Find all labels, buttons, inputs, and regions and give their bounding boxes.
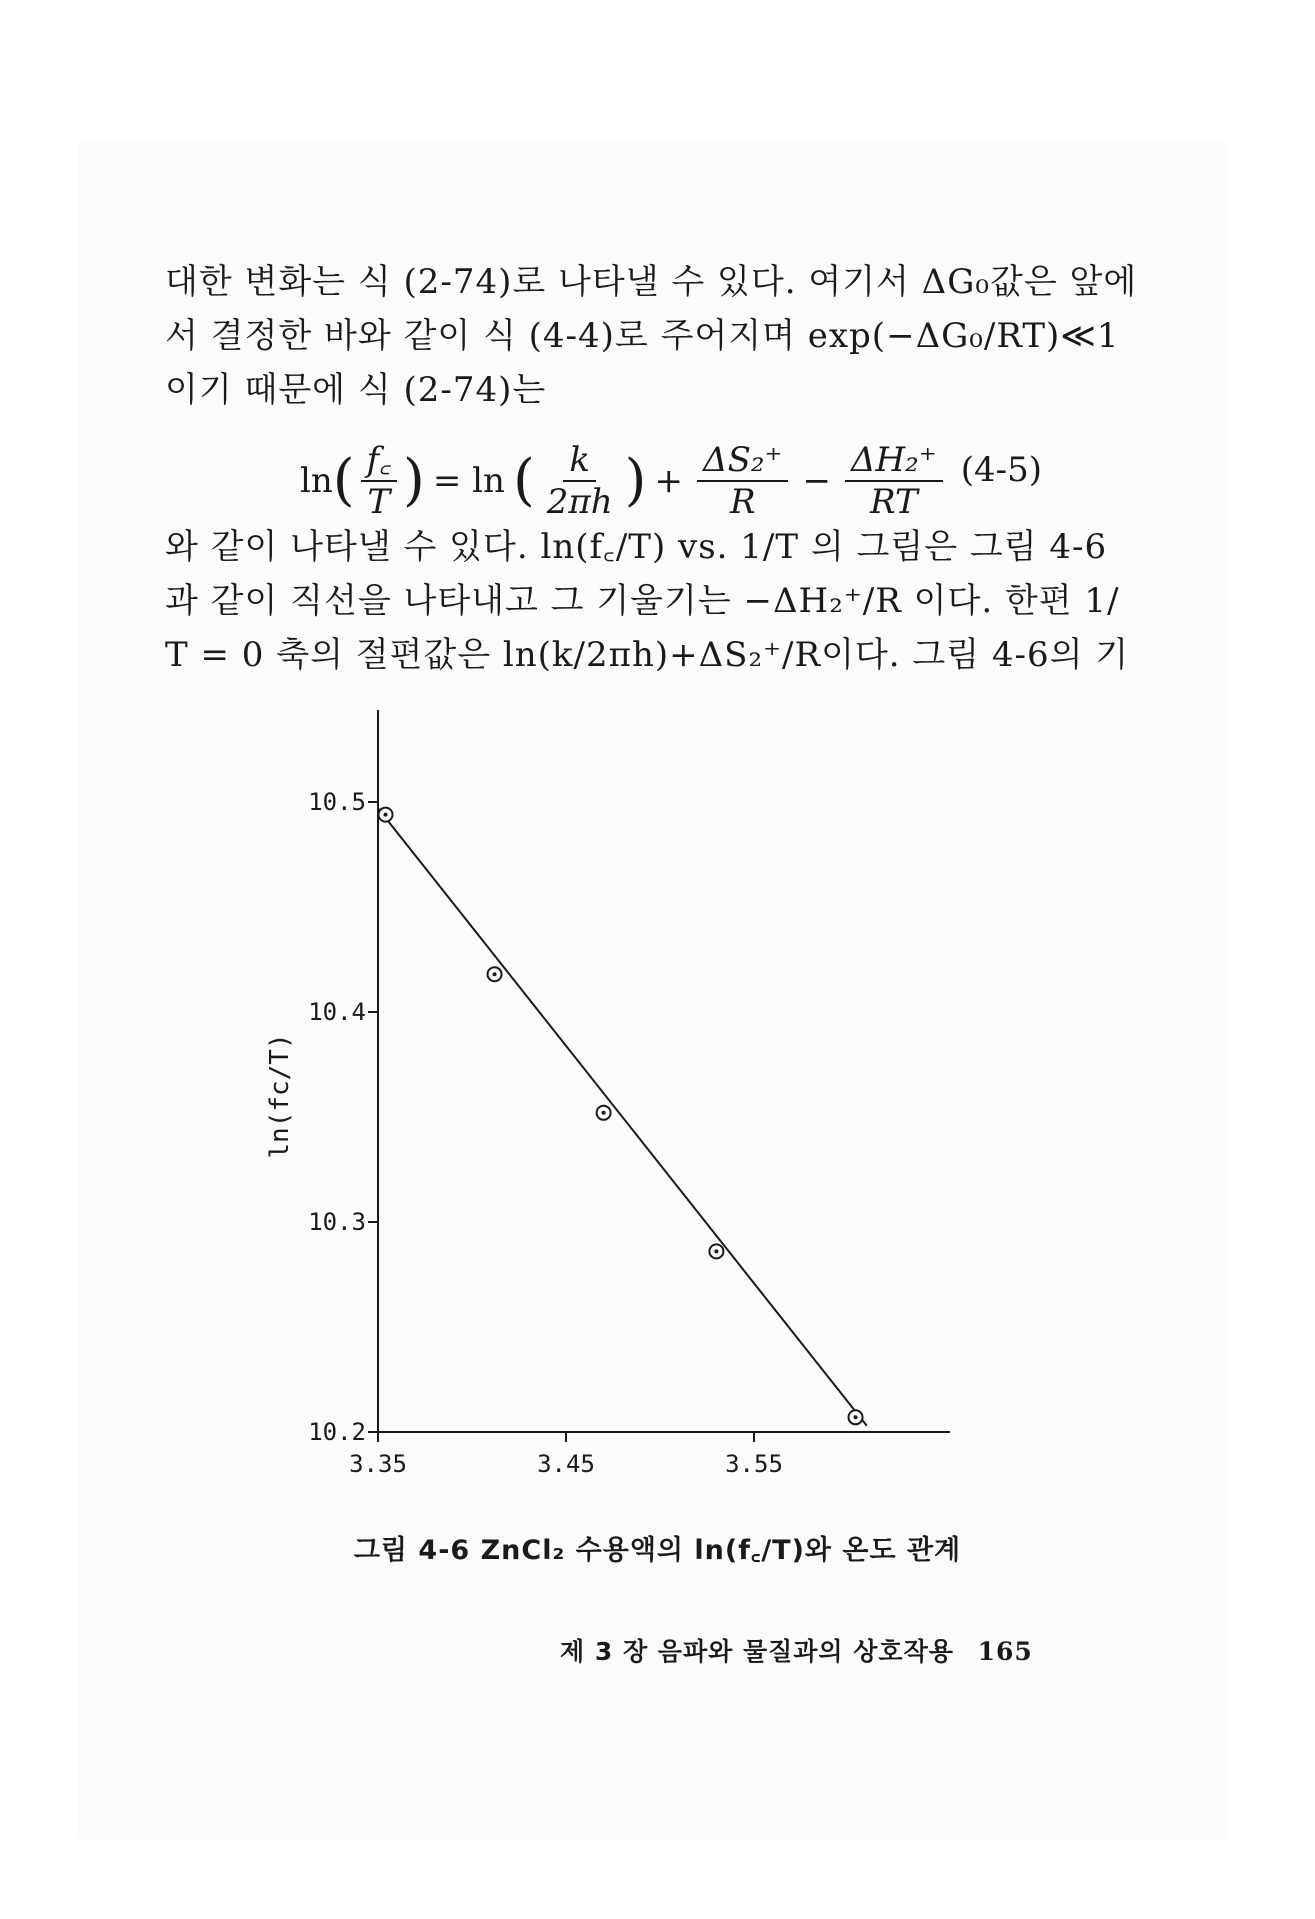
y-tick-label: 10.4 [308, 998, 366, 1026]
eq-equals-ln: = ln [432, 461, 505, 501]
data-point [379, 808, 393, 822]
text-line: 대한 변화는 식 (2-74)로 나타낼 수 있다. 여기서 ΔG₀값은 앞에 [165, 262, 1138, 302]
data-point [597, 1106, 611, 1120]
frac-denominator: R [729, 482, 756, 522]
data-point [849, 1410, 863, 1424]
page-number: 165 [977, 1637, 1033, 1666]
y-tick-label: 10.5 [308, 788, 366, 816]
text-line: T = 0 축의 절편값은 ln(k/2πh)+ΔS₂⁺/R이다. 그림 4-6의 기 [165, 635, 1130, 675]
frac-enthalpy [845, 440, 943, 522]
x-ticks [349, 1432, 783, 1478]
eq-ln: ln [300, 461, 333, 501]
y-tick-label: 10.2 [308, 1418, 366, 1446]
x-tick-label: 3.45 [537, 1450, 595, 1478]
text-line: 와 같이 나타낼 수 있다. ln(f꜀/T) vs. 1/T 의 그림은 그림 4-6 [165, 527, 1108, 567]
frac-numerator: f꜀ [361, 440, 397, 482]
frac-denominator: T [367, 482, 391, 522]
frac-entropy [697, 440, 788, 522]
paragraph-explanation [165, 520, 1130, 682]
x-tick-label: 3.55 [725, 1450, 783, 1478]
paragraph-intro [165, 255, 1138, 417]
equation-number: (4-5) [960, 450, 1042, 490]
y-tick-label: 10.3 [308, 1208, 366, 1236]
eq-minus: − [802, 461, 831, 501]
eq-plus: + [654, 461, 684, 501]
figure-caption: 그림 4-6 ZnCl₂ 수용액의 ln(f꜀/T)와 온도 관계 [353, 1535, 962, 1566]
data-point [488, 967, 502, 981]
y-ticks [308, 788, 378, 1446]
paren-open: ( [332, 448, 355, 513]
frac-numerator: ΔH₂⁺ [845, 440, 943, 482]
frac-denominator: 2πh [546, 482, 613, 522]
x-tick-label: 3.35 [349, 1450, 407, 1478]
frac-k-over-2pih [541, 440, 619, 522]
page-footer [560, 1632, 1033, 1668]
equation-4-5 [300, 420, 1090, 520]
y-axis-label: ln(fc/T) [265, 1033, 295, 1159]
line-chart-lnfc-vs-invT [230, 700, 990, 1500]
paren-close: ) [403, 448, 425, 513]
paren-close: ) [624, 448, 647, 513]
frac-numerator: k [563, 440, 596, 482]
data-point [709, 1244, 723, 1258]
chapter-title: 제 3 장 음파와 물질과의 상호작용 [560, 1637, 954, 1666]
paren-open: ( [512, 448, 535, 513]
text-line: 서 결정한 바와 같이 식 (4-4)로 주어지며 exp(−ΔG₀/RT)≪1 [165, 316, 1120, 356]
frac-numerator: ΔS₂⁺ [697, 440, 788, 482]
fit-line [378, 808, 867, 1425]
text-line: 이기 때문에 식 (2-74)는 [165, 370, 547, 410]
text-line: 과 같이 직선을 나타내고 그 기울기는 −ΔH₂⁺/R 이다. 한편 1/ [165, 581, 1120, 621]
frac-denominator: RT [870, 482, 918, 522]
frac-fc-over-t [361, 440, 397, 522]
